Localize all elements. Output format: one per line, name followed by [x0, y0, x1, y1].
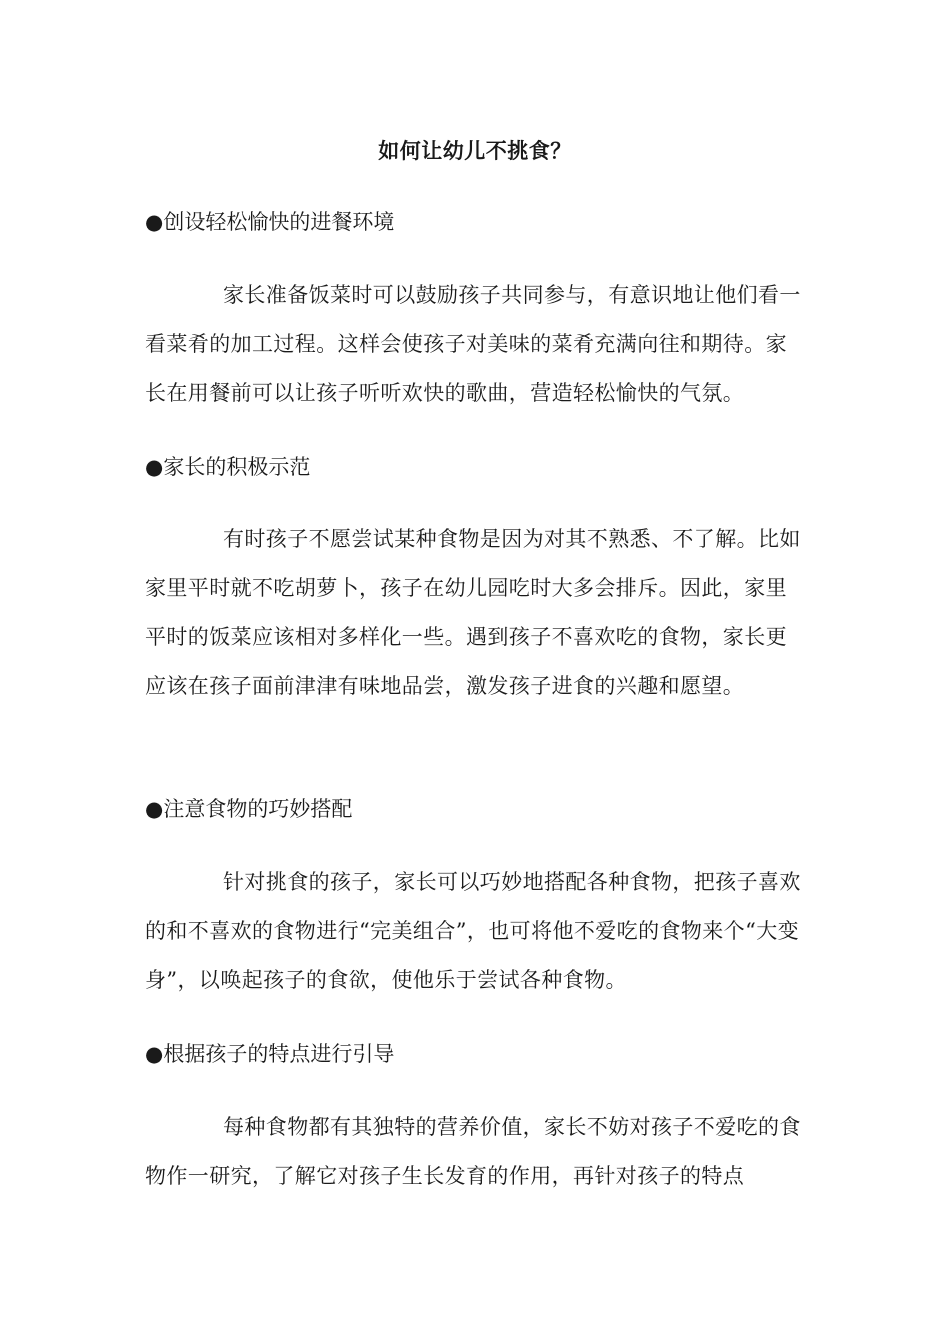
section-heading-guidance: ●根据孩子的特点进行引导	[145, 1042, 395, 1066]
section-heading-food-pairing: ●注意食物的巧妙搭配	[145, 797, 353, 821]
section-paragraph-food-pairing: 针对挑食的孩子，家长可以巧妙地搭配各种食物，把孩子喜欢的和不喜欢的食物进行“完美组合”，也可将他不爱吃的食物来个“大变身”，以唤起孩子的食欲，使他乐于尝试各种食物。	[145, 870, 801, 992]
section-paragraph-environment: 家长准备饭菜时可以鼓励孩子共同参与，有意识地让他们看一看菜肴的加工过程。这样会使孩子对美味的菜肴充满向往和期待。家长在用餐前可以让孩子听听欢快的歌曲，营造轻松愉快的气氛。	[145, 283, 801, 405]
section-heading-environment: ●创设轻松愉快的进餐环境	[145, 210, 395, 234]
section-paragraph-guidance: 每种食物都有其独特的营养价值，家长不妨对孩子不爱吃的食物作一研究，了解它对孩子生长发育的作用，再针对孩子的特点	[145, 1115, 801, 1188]
section-heading-parent-example: ●家长的积极示范	[145, 455, 311, 479]
section-paragraph-parent-example: 有时孩子不愿尝试某种食物是因为对其不熟悉、不了解。比如家里平时就不吃胡萝卜，孩子在幼儿园吃时大多会排斥。因此，家里平时的饭菜应该相对多样化一些。遇到孩子不喜欢吃的食物，家长更应该在孩子面前津津有味地品尝，激发孩子进食的兴趣和愿望。	[145, 527, 801, 698]
document-title: 如何让幼儿不挑食？	[378, 138, 572, 163]
